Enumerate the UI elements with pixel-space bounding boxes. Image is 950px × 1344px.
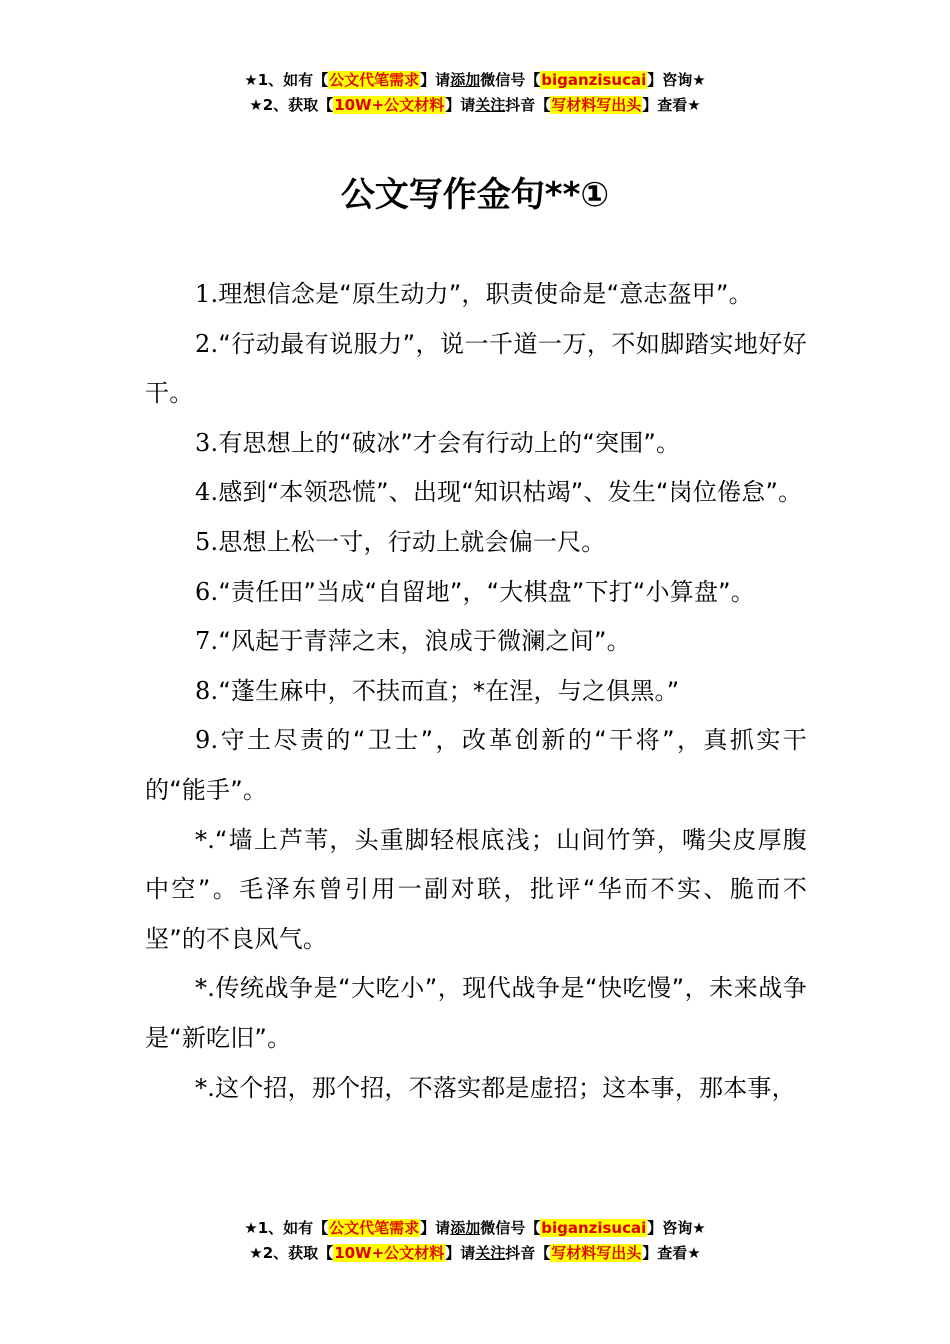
paragraph: 3.有思想上的“破冰”才会有行动上的“突围”。: [195, 428, 681, 457]
highlight-wechat-id: biganzisucai: [541, 1219, 647, 1237]
paragraph: 1.理想信念是“原生动力”，职责使命是“意志盔甲”。: [195, 280, 753, 308]
highlight-service: 公文代笔需求: [329, 71, 420, 89]
promo-line-2: ★2、获取【10W+公文材料】请关注抖音【写材料写出头】查看★: [249, 96, 701, 114]
paragraph: 8.“蓬生麻中，不扶而直；*在涅，与之俱黑。”: [195, 676, 680, 705]
paragraph: *.传统战争是“大吃小”，现代战争是“快吃慢”，未来战争是“新吃旧”。: [145, 974, 807, 1052]
promo-line-2: ★2、获取【10W+公文材料】请关注抖音【写材料写出头】查看★: [249, 1244, 701, 1262]
footer-promo-banner: [0, 1216, 950, 1266]
highlight-service: 公文代笔需求: [329, 1219, 420, 1237]
highlight-douyin: 写材料写出头: [551, 96, 642, 114]
document-title: 公文写作金句**①: [340, 175, 610, 215]
highlight-materials: 10W+公文材料: [334, 1244, 445, 1262]
document-body: [145, 270, 807, 1113]
paragraph: 7.“风起于青萍之末，浪成于微澜之间”。: [195, 627, 631, 656]
header-promo-banner: [0, 68, 950, 118]
highlight-materials: 10W+公文材料: [334, 96, 445, 114]
highlight-wechat-id: biganzisucai: [541, 71, 647, 89]
highlight-douyin: 写材料写出头: [551, 1244, 642, 1262]
paragraph: *.这个招，那个招，不落实都是虚招；这本事，那本事，: [195, 1073, 796, 1102]
paragraph: 6.“责任田”当成“自留地”，“大棋盘”下打“小算盘”。: [195, 577, 755, 606]
promo-line-1: ★1、如有【公文代笔需求】请添加微信号【biganzisucai】咨询★: [244, 1219, 706, 1237]
paragraph: 4.感到“本领恐慌”、出现“知识枯竭”、发生“岗位倦怠”。: [195, 478, 803, 507]
paragraph: 2.“行动最有说服力”，说一千道一万，不如脚踏实地好好干。: [145, 329, 807, 408]
promo-line-1: ★1、如有【公文代笔需求】请添加微信号【biganzisucai】咨询★: [244, 71, 706, 89]
paragraph: *.“墙上芦苇，头重脚轻根底浅；山间竹笋，嘴尖皮厚腹中空”。毛泽东曾引用一副对联，批评“华而不实、脆而不坚”的不良风气。: [145, 825, 807, 953]
paragraph: 9.守土尽责的“卫士”，改革创新的“干将”，真抓实干的“能手”。: [145, 726, 807, 804]
paragraph: 5.思想上松一寸，行动上就会偏一尺。: [195, 527, 606, 556]
